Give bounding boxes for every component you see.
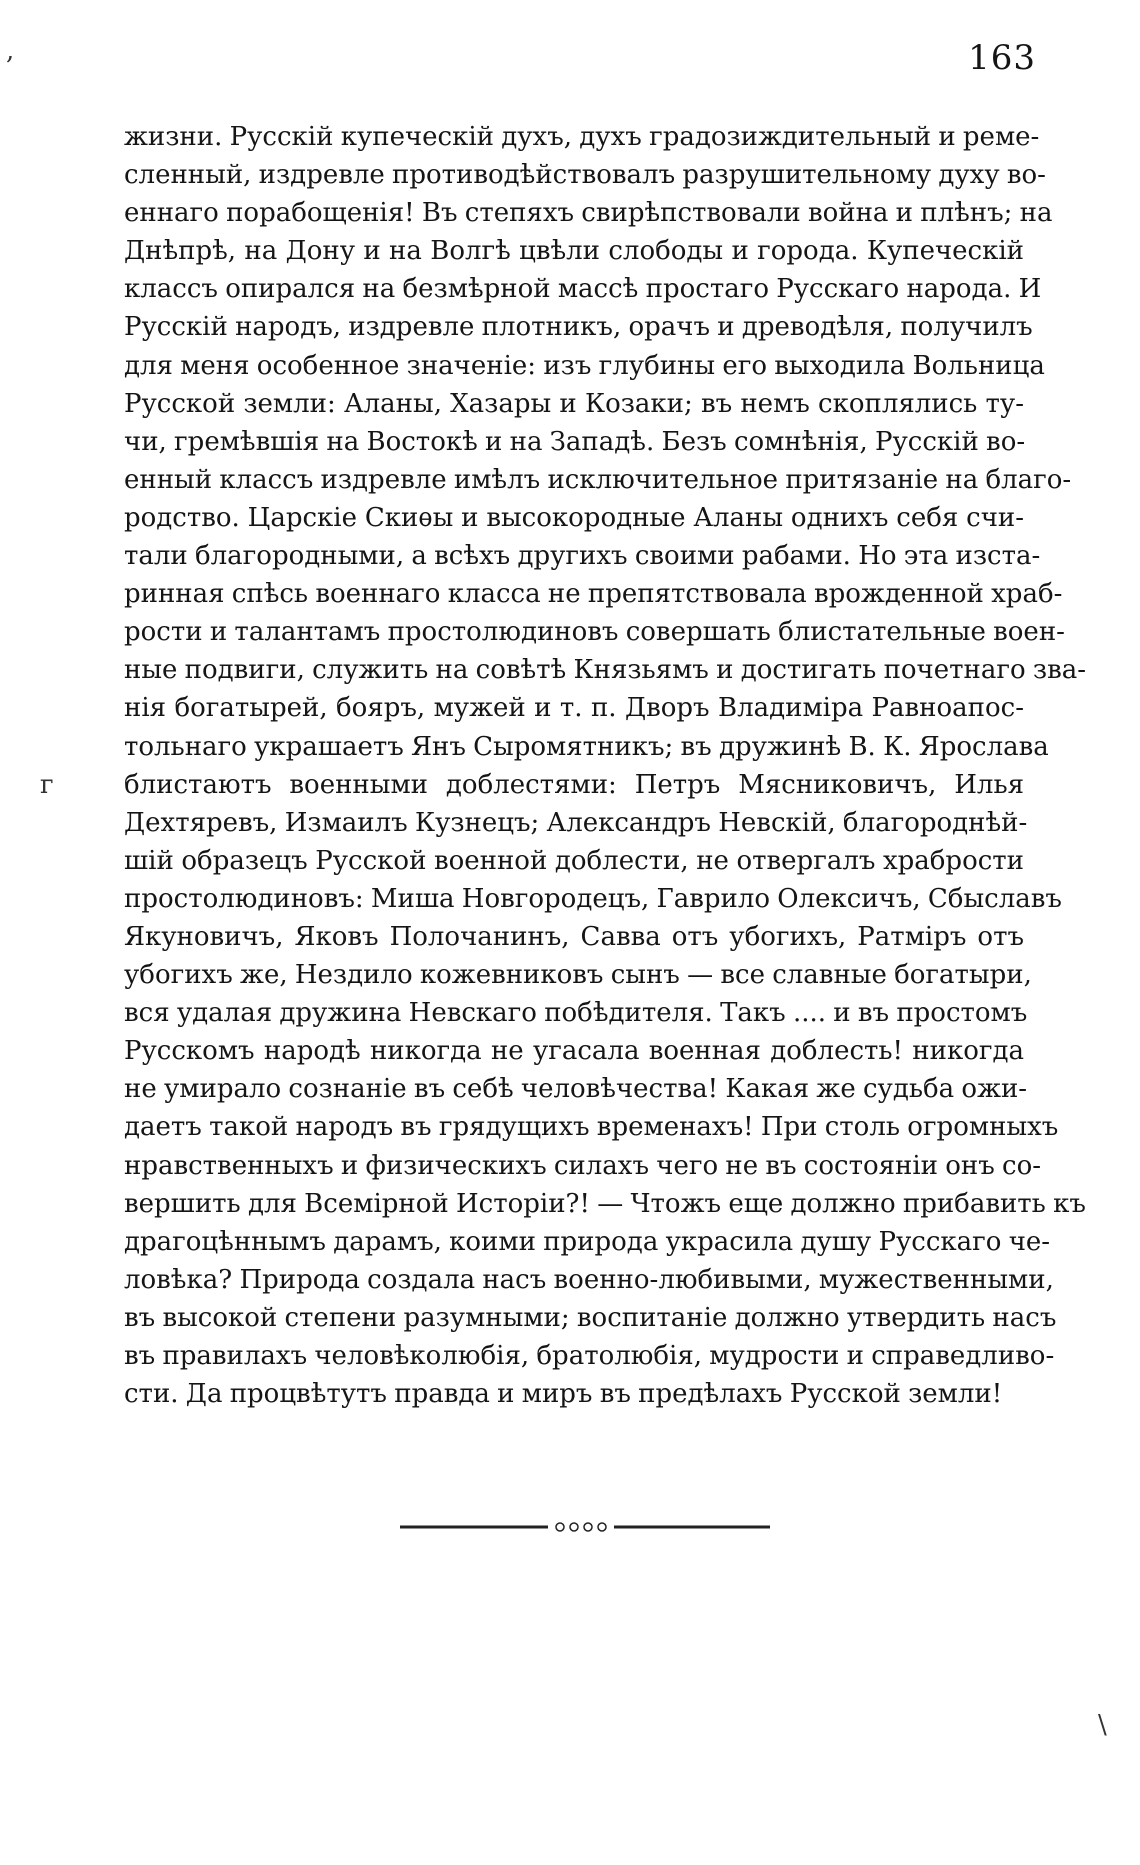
text-line: Русскомъ народѣ никогда не угасала военная доблесть! никогда [124,1036,1024,1067]
text-line: ные подвиги, служить на совѣтѣ Князьямъ и достигать почетнаго зва- [124,655,1086,686]
text-line: убогихъ же, Нездило кожевниковъ сынъ — все славные богатыри, [124,960,1032,991]
text-line: еннаго порабощенія! Въ степяхъ свирѣпствовали война и плѣнъ; на [124,198,1053,229]
margin-mark: \ [1098,1710,1107,1740]
text-line: вершить для Всемірной Исторіи?! — Чтожъ еще должно прибавить къ [124,1188,1086,1219]
text-line: не умирало сознаніе въ себѣ человѣчества! Какая же судьба ожи- [124,1074,1028,1105]
text-line: для меня особенное значеніе: изъ глубины его выходила Вольница [124,350,1045,381]
margin-mark: г [40,770,54,800]
text-line: Дехтяревъ, Измаилъ Кузнецъ; Александръ Невскій, благороднѣй- [124,807,1028,838]
text-line: блистаютъ военными доблестями: Петръ Мясниковичъ, Илья [124,769,1024,800]
text-line: енный классъ издревле имѣлъ исключительное притязаніе на благо- [124,464,1072,495]
text-line: Днѣпрѣ, на Дону и на Волгѣ цвѣли слободы и города. Купеческій [124,236,1024,267]
text-line: нравственныхъ и физическихъ силахъ чего не въ состояніи онъ со- [124,1150,1042,1181]
text-line: чи, гремѣвшія на Востокѣ и на Западѣ. Безъ сомнѣнія, Русскій во- [124,426,1026,457]
section-divider-ornament [400,1520,770,1534]
text-line: Русской земли: Аланы, Хазары и Козаки; въ немъ скоплялись ту- [124,388,1024,419]
text-line: сленный, издревле противодѣйствовалъ разрушительному духу во- [124,160,1046,191]
text-line: даетъ такой народъ въ грядущихъ временахъ! При столь огромныхъ [124,1112,1059,1143]
page-number: 163 [968,38,1036,78]
text-line: въ правилахъ человѣколюбія, братолюбія, мудрости и справедливо- [124,1341,1055,1371]
text-line: классъ опирался на безмѣрной массѣ простаго Русскаго народа. И [124,274,1042,305]
text-line: сти. Да процвѣтутъ правда и миръ въ предѣлахъ Русской земли! [124,1379,1003,1410]
text-line: въ высокой степени разумными; воспитаніе должно утвердить насъ [124,1302,1057,1333]
text-line: ловѣка? Природа создала насъ военно-любивыми, мужественными, [124,1264,1054,1295]
text-line: Якуновичъ, Яковъ Полочанинъ, Савва отъ убогихъ, Ратміръ отъ [124,921,1024,952]
text-line: нія богатырей, бояръ, мужей и т. п. Дворъ Владиміра Равноапос- [124,693,1024,724]
text-line: тали благородными, а всѣхъ другихъ своими рабами. Но эта изста- [124,541,1041,572]
text-line: простолюдиновъ: Миша Новгородецъ, Гаврило Олексичъ, Сбыславъ [124,883,1062,914]
text-line: вся удалая дружина Невскаго побѣдителя. Такъ .... и въ простомъ [124,998,1028,1029]
text-line: драгоцѣннымъ дарамъ, коими природа украсила душу Русскаго че- [124,1226,1051,1257]
text-line: родство. Царскіе Скиѳы и высокородные Аланы однихъ себя счи- [124,502,1024,533]
text-line: жизни. Русскій купеческій духъ, духъ градозиждительный и реме- [124,122,1040,152]
text-line: рости и талантамъ простолюдиновъ совершать блистательные воен- [124,617,1065,648]
text-line: Русскій народъ, издревле плотникъ, орачъ и древодѣля, получилъ [124,312,1033,343]
body-text [124,118,1086,1413]
margin-mark: , [6,36,15,66]
text-line: шій образецъ Русской военной доблести, не отвергалъ храбрости [124,845,1024,876]
text-line: ринная спѣсь военнаго класса не препятствовала врожденной храб- [124,579,1063,610]
text-line: тольнаго украшаетъ Янъ Сыромятникъ; въ дружинѣ В. К. Ярослава [124,731,1049,762]
